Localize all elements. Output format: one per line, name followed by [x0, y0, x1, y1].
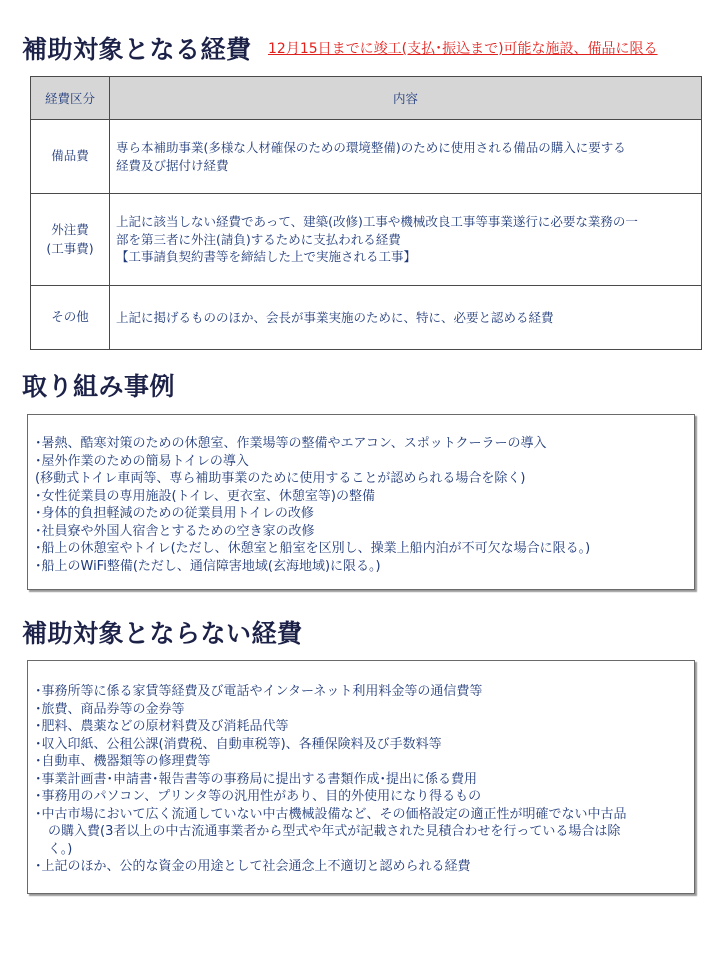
section-title-eligible-costs: 補助対象となる経費 [22, 35, 252, 64]
list-item: ･社員寮や外国人宿舎とするための空き家の改修 [35, 523, 315, 539]
category-cell [31, 194, 110, 286]
category-label: その他 [51, 309, 89, 325]
table-row [31, 286, 702, 350]
content-line: 専ら本補助事業(多様な人材確保のための環境整備)のために使用される備品の購入に要する [116, 140, 626, 155]
list-item: ･肥料、農薬などの原材料費及び消耗品代等 [35, 719, 289, 734]
content-cell [110, 194, 702, 286]
category-cell [31, 286, 110, 350]
list-item: ･事業計画書･申請書･報告書等の事務局に提出する書類作成･提出に係る費用 [35, 771, 478, 787]
table-row [31, 194, 702, 286]
table-header-row [31, 77, 702, 120]
content-line: 【工事請負契約書等を締結した上で実施される工事】 [116, 249, 417, 265]
ineligible-costs-list [28, 683, 694, 876]
eligible-costs-table [30, 76, 702, 350]
header-content: 内容 [110, 77, 702, 120]
header-category: 経費区分 [31, 77, 110, 120]
list-item: く。) [35, 841, 73, 857]
list-item: ･船上の休憩室やトイレ(ただし、休憩室と船室を区別し、操業上船内泊が不可欠な場合に限る。) [35, 541, 591, 556]
list-item: ･事務所等に係る家賃等経費及び電話やインターネット利用料金等の通信費等 [35, 684, 483, 699]
category-label: 外注費 [51, 222, 89, 238]
list-item: ･収入印紙、公租公課(消費税、自動車税等)、各種保険料及び手数料等 [35, 736, 442, 752]
category-cell [31, 120, 110, 194]
list-item: ･上記のほか、公的な資金の用途として社会通念上不適切と認められる経費 [35, 859, 471, 874]
content-line: 上記に該当しない経費であって、建築(改修)工事や機械改良工事等事業遂行に必要な業務の一 [116, 214, 638, 230]
list-item: ･暑熱、酷寒対策のための休憩室、作業場等の整備やエアコン、スポットクーラーの導入 [35, 436, 547, 451]
category-label: (工事費) [46, 240, 94, 256]
list-item: ･旅費、商品券等の金券等 [35, 701, 185, 717]
section-title-examples: 取り組み事例 [22, 372, 176, 401]
list-item: (移動式トイレ車両等、専ら補助事業のために使用することが認められる場合を除く) [35, 471, 526, 486]
list-item: ･中古市場において広く流通していない中古機械設備など、その価格設定の適正性が明確でない中古品 [35, 806, 627, 822]
category-label: 備品費 [51, 148, 89, 164]
list-item: ･自動車、機器類等の修理費等 [35, 754, 211, 769]
table-row [31, 120, 702, 194]
list-item: ･身体的負担軽減のための従業員用トイレの改修 [35, 506, 314, 521]
list-item: の購入費(3者以上の中古流通事業者から型式や年式が記載された見積合わせを行っている場合は除 [35, 824, 621, 839]
list-item: ･船上のWiFi整備(ただし、通信障害地域(玄海地域)に限る。) [35, 558, 381, 574]
content-line: 部を第三者に外注(請負)するために支払われる経費 [116, 231, 401, 247]
examples-box [27, 414, 695, 590]
content-cell [110, 120, 702, 194]
content-line: 上記に掲げるもののほか、会長が事業実施のために、特に、必要と認める経費 [116, 309, 554, 325]
ineligible-costs-box [27, 660, 695, 894]
eligibility-deadline-note: 12月15日までに竣工(支払･振込まで)可能な施設、備品に限る [268, 41, 658, 57]
examples-list [28, 435, 694, 575]
list-item: ･屋外作業のための簡易トイレの導入 [35, 453, 249, 469]
list-item: ･女性従業員の専用施設(トイレ、更衣室、休憩室等)の整備 [35, 488, 375, 504]
content-cell [110, 286, 702, 350]
section-title-ineligible-costs: 補助対象とならない経費 [22, 619, 303, 648]
list-item: ･事務用のパソコン、プリンタ等の汎用性があり、目的外使用になり得るもの [35, 789, 482, 804]
content-line: 経費及び据付け経費 [116, 157, 229, 173]
